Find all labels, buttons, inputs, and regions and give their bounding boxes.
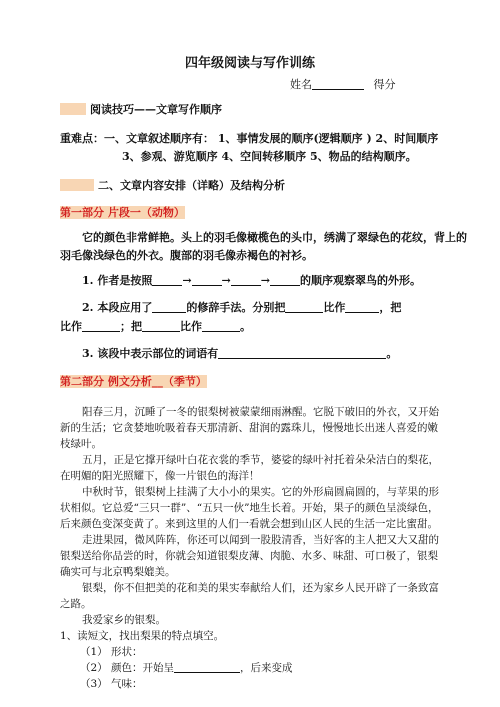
article-paragraph-5: 银梨，你不但把美的花和美的果实奉献给人们，还为家乡人民开辟了一条致富之路。 [60, 582, 439, 610]
part1-passage-line-1: 它的颜色非常鲜艳。头上的羽毛像橄榄色的头巾，绣满了翠绿色的花纹，背上的 [82, 231, 467, 244]
answer-blank[interactable] [345, 301, 379, 313]
article-paragraph-3: 中秋时节，银梨树上挂满了大小小的果实。它的外形扁圆扁圆的，与苹果的形状相似。它总爱“三只一群”、“五只一伙”地生长着。开始，果子的颜色呈淡绿色，后来颜色变深变黄了。来到这里的人们一看就会想到山区人民的生活一定比蜜甜。 [60, 486, 439, 530]
name-score-line [290, 76, 396, 92]
answer-blank[interactable] [82, 320, 120, 332]
answer-blank[interactable] [285, 301, 323, 313]
part1-passage-line-2: 羽毛像浅绿色的外衣。腹部的羽毛像赤褐色的衬衫。 [60, 249, 313, 262]
key-points-line-2: 3、参观、游览顺序 4、空间转移顺序 5、物品的结构顺序。 [122, 150, 417, 163]
answer-blank[interactable] [218, 347, 386, 359]
heading-highlight [60, 103, 86, 115]
page-title: 四年级阅读与写作训练 [184, 56, 315, 71]
part2-question-color: （2） 颜色：开始呈 ，后来变成 [80, 662, 293, 674]
answer-blank[interactable] [231, 274, 261, 286]
score-label: 得分 [373, 78, 396, 91]
heading-highlight [60, 179, 94, 191]
section2-heading: 二、文章内容安排（详略）及结构分析 [60, 177, 285, 193]
name-blank[interactable] [312, 78, 364, 90]
answer-blank[interactable] [202, 320, 240, 332]
key-points-line-1: 重难点：一、文章叙述顺序有： 1、事情发展的顺序(逻辑顺序 ) 2、时间顺序 [60, 132, 439, 145]
article-paragraph-2: 五月，正是它撑开绿叶白花衣裳的季节，婆娑的绿叶衬托着朵朵洁白的梨花，在明媚的阳光照耀下，像一片银色的海洋！ [60, 454, 439, 482]
answer-blank[interactable] [192, 274, 222, 286]
answer-blank[interactable] [152, 274, 182, 286]
article-paragraph-4: 走进果园，微风阵阵，你还可以闻到一股股清香，当好客的主人把又大又甜的银梨送给你品尝的时，你就会知道银梨皮薄、肉脆、水多、味甜、可口极了，银梨确实可与北京鸭梨媲美。 [60, 534, 439, 578]
article-paragraph-6: 我爱家乡的银梨。 [82, 614, 166, 626]
part2-question-smell: （3） 气味： [80, 678, 143, 690]
part2-heading: 第二部分 例文分析__（季节） [60, 375, 207, 388]
question-2-line-1: 2. 本段应用了 的修辞手法。分别把 比作 ，把 [82, 301, 402, 314]
part2-question-heading: 1、读短文，找出梨果的特点填空。 [60, 630, 225, 642]
question-1: 1. 作者是按照 → → → 的顺序观察翠鸟的外形。 [82, 274, 421, 287]
part2-question-shape: （1） 形状： [80, 646, 143, 658]
question-2-line-2: 比作 ；把 比作 。 [60, 320, 251, 333]
answer-blank[interactable] [174, 661, 240, 673]
answer-blank[interactable] [270, 274, 300, 286]
question-3: 3. 该段中表示部位的词语有 。 [82, 347, 398, 360]
technique-heading: 阅读技巧——文章写作顺序 [60, 101, 222, 117]
part1-heading: 第一部分 片段一（动物） [60, 206, 185, 219]
article-paragraph-1: 阳春三月，沉睡了一冬的银梨树被蒙蒙细雨淋醒。它脱下破旧的外衣，又开始新的生活；它贪婪地吮吸着春天那清新、甜润的露珠儿，慢慢地长出迷人喜爱的嫩枝绿叶。 [60, 406, 439, 450]
answer-blank[interactable] [142, 320, 180, 332]
answer-blank[interactable] [152, 301, 186, 313]
name-label: 姓名 [290, 78, 312, 91]
